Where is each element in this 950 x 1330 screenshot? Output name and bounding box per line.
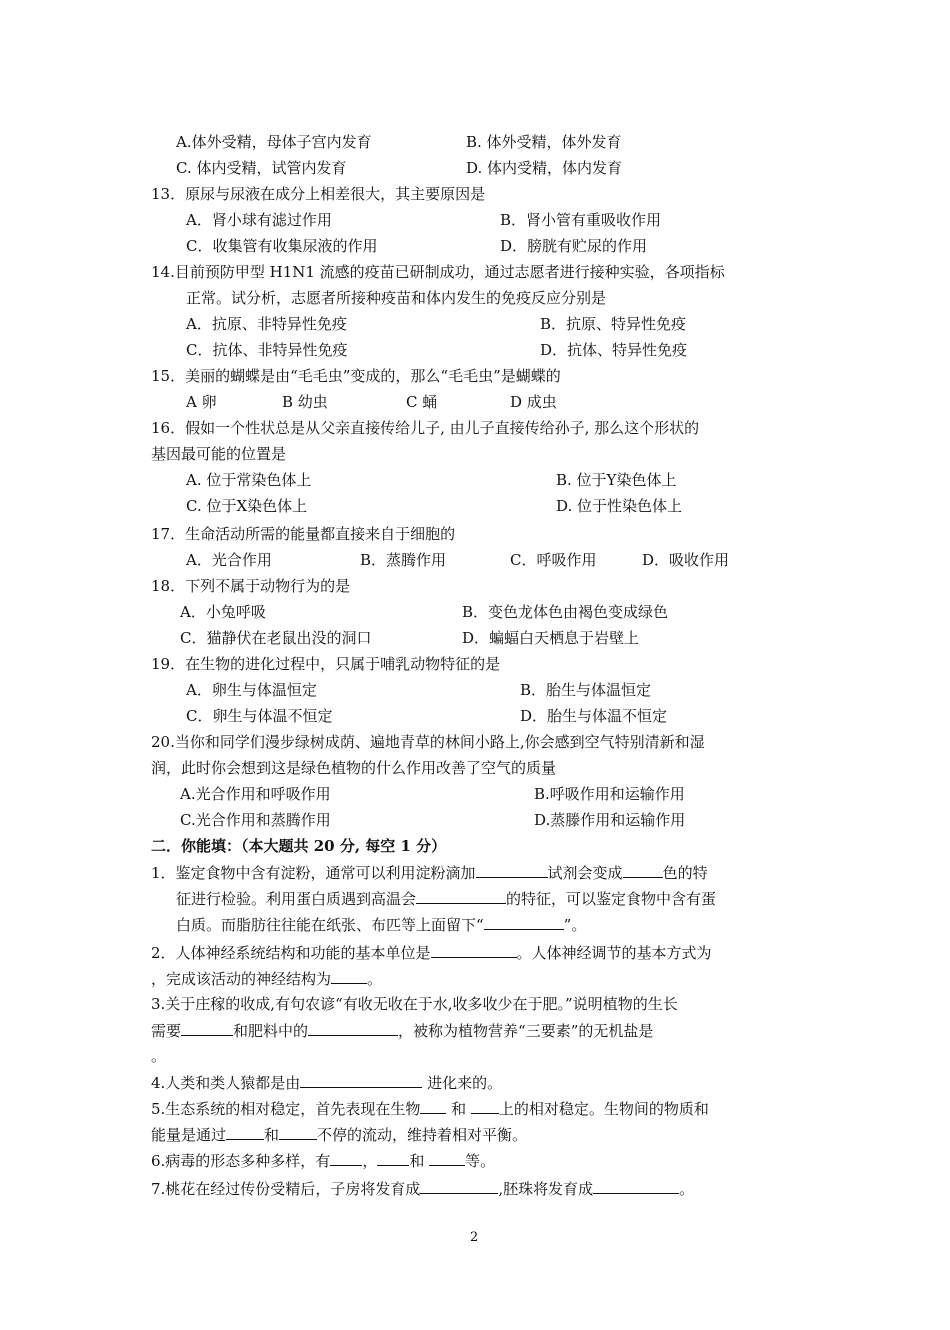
fill-1-text: 1．鉴定食物中含有淀粉，通常可以利用淀粉滴加 [151, 864, 476, 882]
q17-option-b: B．蒸腾作用 [360, 551, 447, 569]
q13-option-a: A．肾小球有滤过作用 [186, 211, 332, 229]
answer-blank[interactable] [471, 1098, 499, 1114]
fill-2-line1 [151, 942, 712, 963]
fill-5-text: 能量是通过 [151, 1126, 227, 1144]
q20-option-b: B.呼吸作用和运输作用 [534, 785, 685, 803]
answer-blank[interactable] [226, 1124, 264, 1140]
answer-blank[interactable] [377, 1150, 409, 1166]
q17-option-c: C．呼吸作用 [510, 551, 597, 569]
answer-blank[interactable] [308, 1020, 398, 1036]
q16-option-b: B. 位于Y染色体上 [556, 471, 677, 489]
answer-blank[interactable] [416, 888, 506, 904]
answer-blank[interactable] [420, 1178, 498, 1194]
fill-4-text: 4.人类和类人猿都是由 [151, 1074, 301, 1092]
fill-7-line1 [151, 1178, 694, 1199]
fill-5-text: 和 [264, 1126, 280, 1144]
q14-option-b: B．抗原、特异性免疫 [540, 315, 687, 333]
fill-7-text: 。 [679, 1180, 695, 1198]
q18-option-d: D．蝙蝠白天栖息于岩壁上 [462, 629, 640, 647]
answer-blank[interactable] [431, 942, 517, 958]
fill-3-text: 需要 [151, 1022, 182, 1040]
q18-stem: 18．下列不属于动物行为的是 [151, 577, 351, 595]
q16-stem-line2: 基因最可能的位置是 [151, 445, 287, 463]
fill-5-text: 上的相对稳定。生物间的物质和 [498, 1100, 709, 1118]
fill-2-text: 。人体神经调节的基本方式为 [516, 944, 712, 962]
fill-1-text: ”。 [563, 916, 587, 934]
q14-stem-line1: 14.目前预防甲型 H1N1 流感的疫苗已研制成功，通过志愿者进行接种实验，各项指标 [151, 263, 725, 281]
q13-stem: 13．原尿与尿液在成分上相差很大，其主要原因是 [151, 185, 486, 203]
fill-6-line1 [151, 1150, 495, 1171]
q17-option-a: A．光合作用 [186, 551, 272, 569]
answer-blank[interactable] [476, 862, 548, 878]
q12-option-a: A.体外受精，母体子宫内发育 [176, 133, 372, 151]
answer-blank[interactable] [331, 968, 367, 984]
fill-4-text: 进化来的。 [427, 1074, 503, 1092]
q20-stem-line1: 20.当你和同学们漫步绿树成荫、遍地青草的林间小路上,你会感到空气特别清新和湿 [151, 733, 705, 751]
fill-1-text: 色的特 [662, 864, 708, 882]
q15-option-b: B 幼虫 [282, 393, 328, 411]
q17-option-d: D．吸收作用 [642, 551, 730, 569]
fill-3-line1: 3.关于庄稼的收成,有句农谚“有收无收在于水,收多收少在于肥。”说明植物的生长 [151, 995, 678, 1013]
fill-3-line3: 。 [151, 1047, 167, 1065]
section-heading: 二．你能填：（本大题共 20 分, 每空 1 分） [151, 837, 447, 855]
q13-option-d: D．膀胱有贮尿的作用 [500, 237, 648, 255]
q18-option-a: A．小兔呼吸 [180, 603, 266, 621]
answer-blank[interactable] [330, 1150, 362, 1166]
answer-blank[interactable] [181, 1020, 233, 1036]
page-number: 2 [470, 1230, 479, 1245]
answer-blank[interactable] [484, 914, 564, 930]
q18-option-b: B．变色龙体色由褐色变成绿色 [462, 603, 669, 621]
fill-2-text: ，完成该活动的神经结构为 [151, 970, 332, 988]
fill-1-line2 [176, 888, 716, 909]
fill-5-text: 5.生态系统的相对稳定，首先表现在生物 [151, 1100, 421, 1118]
fill-3-line2 [151, 1020, 653, 1041]
q13-option-b: B．肾小管有重吸收作用 [500, 211, 662, 229]
q14-option-a: A．抗原、非特异性免疫 [186, 315, 347, 333]
q20-option-d: D.蒸滕作用和运输作用 [534, 811, 686, 829]
q15-stem: 15．美丽的蝴蝶是由“毛毛虫”变成的，那么“毛毛虫”是蝴蝶的 [151, 367, 561, 385]
q16-option-a: A. 位于常染色体上 [186, 471, 312, 489]
q19-option-b: B．胎生与体温恒定 [520, 681, 652, 699]
fill-1-text: 试剂会变成 [547, 864, 623, 882]
fill-6-text: 6.病毒的形态多种多样，有 [151, 1152, 331, 1170]
fill-1-line1 [151, 862, 708, 883]
q14-option-d: D．抗体、特异性免疫 [540, 341, 688, 359]
fill-2-text: 。 [367, 970, 383, 988]
fill-4-line1 [151, 1072, 502, 1093]
fill-7-text: ,胚珠将发育成 [498, 1180, 594, 1198]
q18-option-c: C．猫静伏在老鼠出没的洞口 [180, 629, 372, 647]
q14-option-c: C．抗体、非特异性免疫 [186, 341, 348, 359]
fill-6-text: ， [362, 1152, 378, 1170]
q12-option-d: D. 体内受精，体内发育 [466, 159, 623, 177]
fill-6-text: 和 [409, 1152, 425, 1170]
fill-5-text: 不停的流动，维持着相对平衡。 [317, 1126, 528, 1144]
q20-option-a: A.光合作用和呼吸作用 [180, 785, 331, 803]
q17-stem: 17．生命活动所需的能量都直接来自于细胞的 [151, 525, 456, 543]
fill-1-text: 的特征，可以鉴定食物中含有蛋 [506, 890, 717, 908]
answer-blank[interactable] [593, 1178, 679, 1194]
fill-5-line2 [151, 1124, 527, 1145]
q15-option-d: D 成虫 [510, 393, 557, 411]
fill-6-text: 等。 [465, 1152, 496, 1170]
fill-1-text: 征进行检验。利用蛋白质遇到高温会 [176, 890, 417, 908]
fill-7-text: 7.桃花在经过传份受精后，子房将发育成 [151, 1180, 421, 1198]
q19-option-c: C．卵生与体温不恒定 [186, 707, 333, 725]
fill-3-text: ，被称为植物营养“三要素”的无机盐是 [398, 1022, 654, 1040]
answer-blank[interactable] [429, 1150, 465, 1166]
fill-1-text: 白质。而脂肪往往能在纸张、布匹等上面留下“ [176, 916, 484, 934]
q14-stem-line2: 正常。试分析，志愿者所接种疫苗和体内发生的免疫反应分别是 [186, 289, 607, 307]
answer-blank[interactable] [623, 862, 663, 878]
q20-option-c: C.光合作用和蒸腾作用 [180, 811, 331, 829]
answer-blank[interactable] [279, 1124, 317, 1140]
q12-option-c: C. 体内受精，试管内发育 [176, 159, 347, 177]
q16-option-c: C. 位于X染色体上 [186, 497, 308, 515]
q12-option-b: B. 体外受精，体外发育 [466, 133, 622, 151]
q13-option-c: C．收集管有收集尿液的作用 [186, 237, 378, 255]
q15-option-c: C 蛹 [406, 393, 438, 411]
fill-2-line2 [151, 968, 382, 989]
fill-5-line1 [151, 1098, 709, 1119]
answer-blank[interactable] [420, 1098, 446, 1114]
fill-2-text: 2．人体神经系统结构和功能的基本单位是 [151, 944, 431, 962]
fill-5-text: 和 [451, 1100, 467, 1118]
q15-option-a: A 卵 [186, 393, 217, 411]
answer-blank[interactable] [300, 1072, 422, 1088]
fill-1-line3 [176, 914, 586, 935]
q19-option-d: D．胎生与体温不恒定 [520, 707, 668, 725]
q20-stem-line2: 润，此时你会想到这是绿色植物的什么作用改善了空气的质量 [151, 759, 557, 777]
fill-3-text: 和肥料中的 [233, 1022, 309, 1040]
q16-stem-line1: 16．假如一个性状总是从父亲直接传给儿子, 由儿子直接传给孙子, 那么这个形状的 [151, 419, 700, 437]
q19-option-a: A．卵生与体温恒定 [186, 681, 317, 699]
q19-stem: 19．在生物的进化过程中，只属于哺乳动物特征的是 [151, 655, 501, 673]
q16-option-d: D. 位于性染色体上 [556, 497, 683, 515]
